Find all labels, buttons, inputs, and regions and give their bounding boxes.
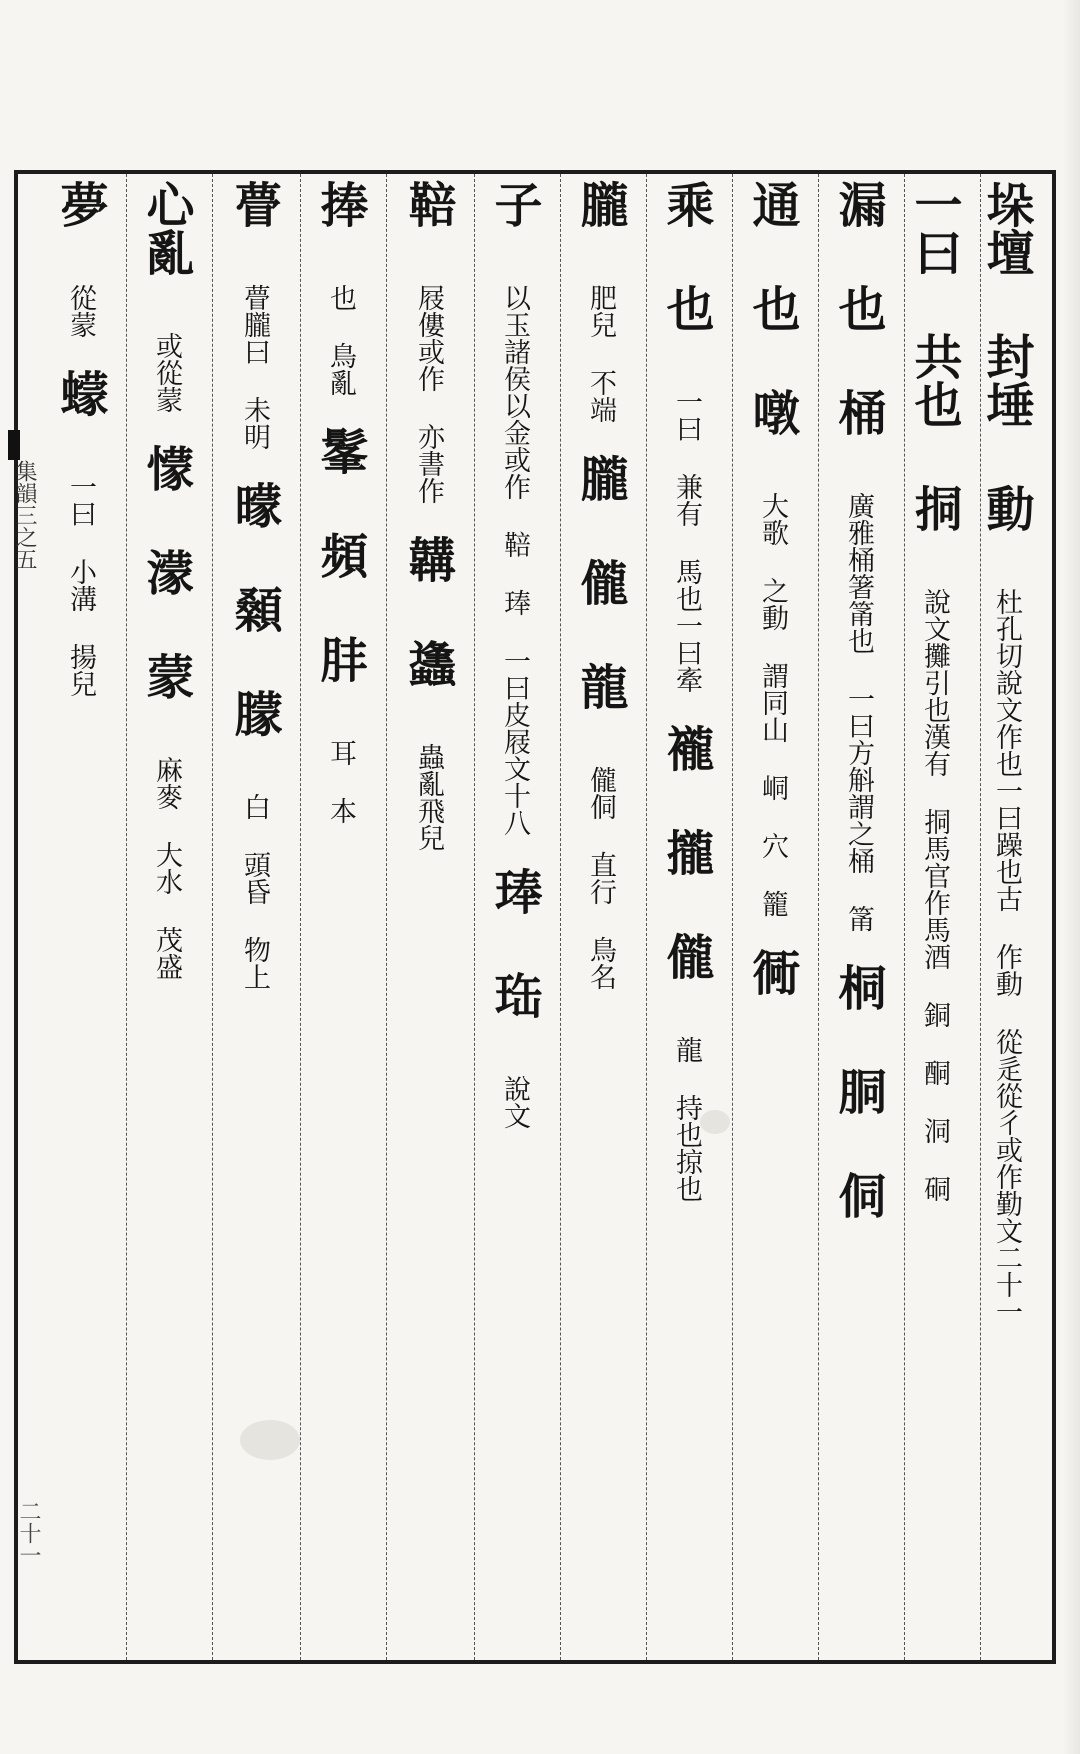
column-rule xyxy=(646,174,647,1660)
gloss: 或從蒙 xyxy=(151,332,182,444)
headword: 髼 頻 肨 xyxy=(312,427,368,739)
headword: 朧 儱 龍 xyxy=(572,454,628,766)
column-rule xyxy=(732,174,733,1660)
column-rule xyxy=(386,174,387,1660)
text-column-2 xyxy=(908,180,978,1654)
margin-title: 集韻三之五 xyxy=(12,460,37,570)
headword: 垛壇 封埵 動 xyxy=(978,180,1034,588)
gloss: 儱侗 直行 鳥名 xyxy=(585,766,616,990)
column-rule xyxy=(300,174,301,1660)
text-column-4 xyxy=(736,180,816,1654)
headword: 漏 也 桶 xyxy=(830,180,886,492)
text-column-5 xyxy=(650,180,730,1654)
gloss: 說文 xyxy=(499,1075,530,1129)
headword: 韝 蠭 xyxy=(400,535,456,743)
headword: 襱 攏 儱 xyxy=(658,724,714,1036)
gloss: 說文攤引也漢有 挏馬官作馬酒 銅 酮 洞 硐 xyxy=(919,588,950,1202)
gloss: 廣雅桶箸筩也 一曰方斛謂之桶 筩 xyxy=(843,492,874,963)
gloss: 杜孔切說文作也一曰躁也古 作動 從辵從彳或作勤文二十一 xyxy=(991,588,1022,1325)
column-rule xyxy=(212,174,213,1660)
headword: 一曰 共也 挏 xyxy=(906,180,962,588)
headword: 鞛 xyxy=(400,180,456,284)
headword: 瞢 xyxy=(226,180,282,284)
gloss: 麻麥 大水 茂盛 xyxy=(151,756,182,980)
gloss: 一曰 小溝 揚兒 xyxy=(65,473,96,697)
headword: 子 xyxy=(486,180,542,284)
headword: 通 也 噋 xyxy=(744,180,800,492)
text-column-6 xyxy=(564,180,644,1654)
headword: 蠓 xyxy=(52,369,108,473)
column-rule xyxy=(904,174,905,1660)
gloss: 白 頭昏 物上 xyxy=(239,793,270,990)
gloss: 蟲亂飛兒 xyxy=(413,743,444,851)
headword: 乘 也 xyxy=(658,180,714,388)
gloss: 也 鳥亂 xyxy=(325,284,356,427)
text-column-11 xyxy=(130,180,210,1654)
text-column-1 xyxy=(978,180,1050,1654)
headword: 衕 xyxy=(744,948,800,996)
gloss: 肥兒 不端 xyxy=(585,284,616,454)
gloss: 瞢朧曰 未明 xyxy=(239,284,270,481)
headword: 心亂 xyxy=(138,180,194,332)
headword: 琫 珤 xyxy=(486,867,542,1075)
headword: 捧 xyxy=(312,180,368,284)
headword: 曚 顙 朦 xyxy=(226,481,282,793)
column-rule xyxy=(560,174,561,1660)
gloss: 一曰 兼有 馬也一曰牽 xyxy=(671,388,702,724)
column-rule xyxy=(474,174,475,1660)
text-column-8 xyxy=(390,180,472,1654)
text-column-7 xyxy=(478,180,558,1654)
gloss: 從蒙 xyxy=(65,284,96,369)
gloss: 以玉諸侯以金或作 鞛 琫 一曰皮屐文十八 xyxy=(499,284,530,867)
text-column-9 xyxy=(304,180,384,1654)
headword: 懞 濛 蒙 xyxy=(138,444,194,756)
column-rule xyxy=(818,174,819,1660)
gloss: 大歌 之動 謂同山 峒 穴 籠 xyxy=(757,492,788,948)
text-column-3 xyxy=(822,180,902,1654)
column-rule xyxy=(126,174,127,1660)
headword: 朧 xyxy=(572,180,628,284)
headword: 夢 xyxy=(52,180,108,284)
margin-marker xyxy=(8,430,20,460)
gloss: 龍 持也掠也 xyxy=(671,1036,702,1202)
gloss: 耳 本 xyxy=(325,739,356,824)
page-number: 二十一 xyxy=(16,1500,41,1566)
headword: 桐 胴 侗 xyxy=(830,963,886,1219)
text-column-12 xyxy=(44,180,124,1654)
text-column-10 xyxy=(216,180,298,1654)
gloss: 屐僂或作 亦書作 xyxy=(413,284,444,535)
